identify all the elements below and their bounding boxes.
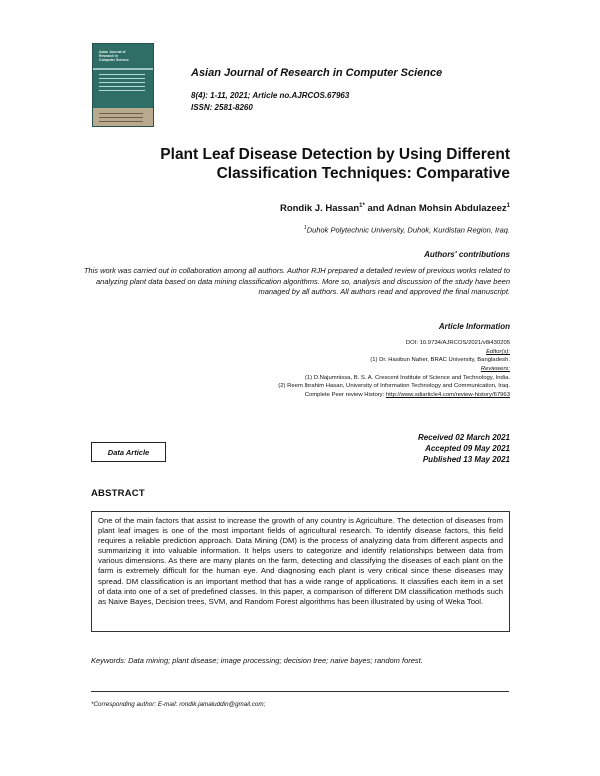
doi: DOI: 10.9734/AJRCOS/2021/v8i430205 (405, 340, 510, 346)
author-1: Rondik J. Hassan (279, 203, 360, 215)
contributions-heading: Authors' contributions (424, 250, 510, 259)
issn-line: ISSN: 2581-8260 (191, 103, 253, 112)
keywords: Keywords: Data mining; plant disease; image processing; decision tree; naive bayes; random forest. (91, 656, 423, 665)
author-list: Rondik J. Hassan$^{1*}$ and Adnan Mohsin Abdulazeez$^1$ (279, 203, 510, 215)
review-history: Complete Peer review History: http://www.sdiarticle4.com/review-history/67963 (304, 392, 510, 398)
author-2: Adnan Mohsin Abdulazeez (386, 203, 507, 215)
reviewer-2: (2) Reem Ibrahim Hasan, University of Information Technology and Communication, Iraq. (278, 383, 510, 389)
footnote-divider (91, 691, 509, 692)
abstract-heading: ABSTRACT (91, 488, 145, 499)
cover-text-lines (99, 74, 145, 94)
corresponding-author: *Corresponding author: E-mail: rondik.jamaluddin@gmail.com; (91, 701, 266, 708)
journal-name: Asian Journal of Research in Computer Science (191, 67, 443, 79)
accepted-date: Accepted 09 May 2021 (425, 444, 510, 453)
received-date: Received 02 March 2021 (417, 433, 510, 442)
reviewers-label: Reviewers: (480, 366, 510, 372)
editor-1: (1) Dr. Hasibun Naher, BRAC University, Bangladesh. (370, 357, 510, 363)
article-info-heading: Article Information (438, 322, 510, 331)
cover-footer (93, 108, 153, 126)
abstract-text: One of the main factors that assist to increase the growth of any country is Agriculture. The detection of diseases from plant leaf images is one of the most important fields of agricultural research. To identify disease factors, this field requires a reliable prediction approach. Data Mining (DM) is the process of analyzing data from different aspects and summarizing it into valuable information. It helps users to categorize and identify relationships between data from various dimensions. As there are many plants on the farm, detecting and classifying the diseases of each plant on the farm is extremely difficult for the human eye. And diagnosing each plant is very critical since these diseases may spread. DM classification is an important method that has a wide range of applications. It classifies each item in a set of data into one of a set of predefined classes. In this paper, a comparison of different DM classification methods such as Naive Bayes, Decision trees, SVM, and Random Forest algorithms has been illustrated by using of Weka Tool. (91, 511, 510, 632)
editors-label: Editor(s): (486, 349, 510, 355)
reviewer-1: (1) D.Najumnissa, B. S. A. Crescent Institute of Science and Technology, India. (304, 375, 510, 381)
cover-title: Asian Journal of Research in Computer Science (99, 50, 129, 63)
paper-title: Plant Leaf Disease Detection by Using Different Classification Techniques: Comparative (160, 146, 510, 182)
cover-band (93, 68, 153, 70)
affiliation: $^1$Duhok Polytechnic University, Duhok, Kurdistan Region, Iraq. (303, 225, 510, 235)
journal-cover-thumbnail (92, 43, 154, 127)
contributions-text: This work was carried out in collaboration among all authors. Author RJH prepared a detailed review of previous works related to analyzing plant data based on data mining classification algorithms. More so, analysis and discussion of the study have been managed by all authors. All authors read and approved the final manuscript. (83, 266, 510, 297)
volume-line: 8(4): 1-11, 2021; Article no.AJRCOS.67963 (191, 91, 350, 100)
review-history-link[interactable]: http://www.sdiarticle4.com/review-history/67963 (385, 392, 510, 398)
article-type-box: Data Article (91, 442, 166, 462)
published-date: Published 13 May 2021 (422, 455, 510, 464)
